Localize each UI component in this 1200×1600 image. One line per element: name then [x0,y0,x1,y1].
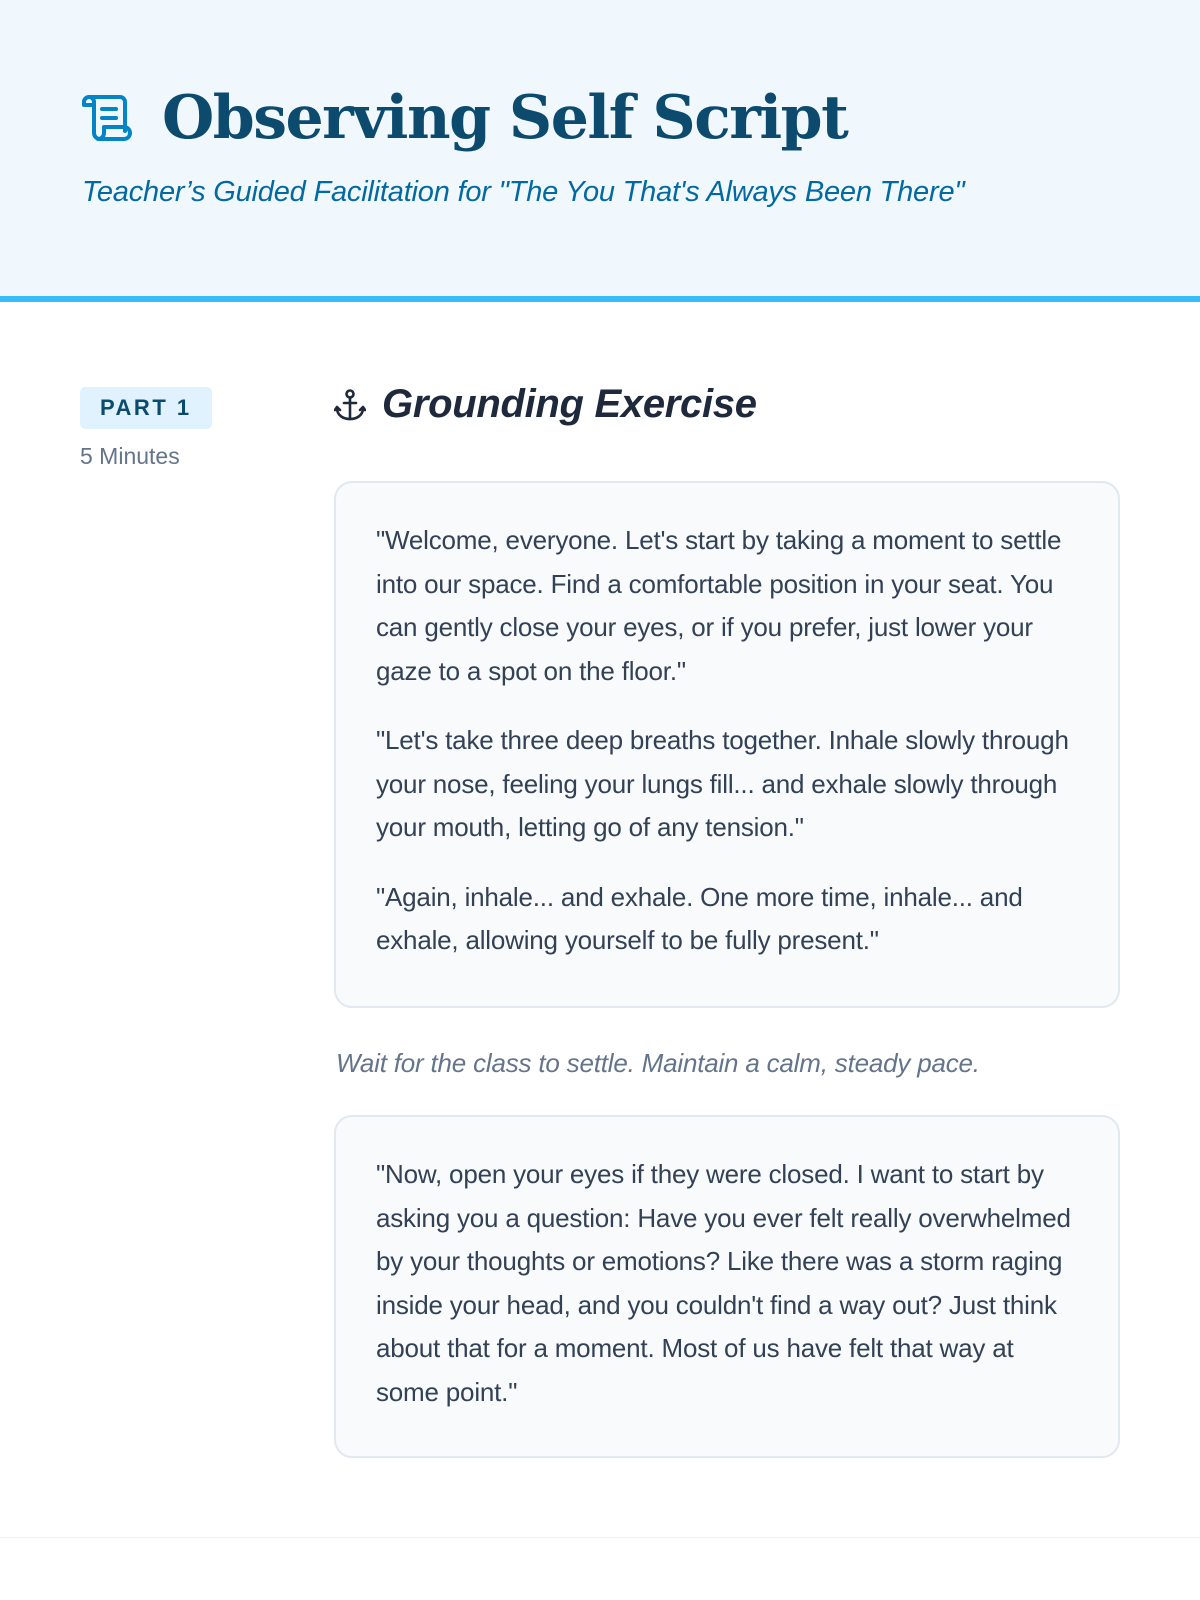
page-header [0,0,1200,302]
script-block-2 [334,1115,1120,1458]
anchor-icon [334,388,366,422]
facilitator-note: Wait for the class to settle. Maintain a calm, steady pace. [336,1048,980,1078]
scroll-icon [80,93,132,143]
title-row [80,78,847,158]
script-paragraph: "Now, open your eyes if they were closed. I want to start by asking you a question: Have you ever felt really overwhelmed by your thoughts or emotions? Like there was a storm raging inside your head, and you couldn't find a way out? Just think about that for a moment. Most of us have felt that way at some point." [376,1159,1071,1407]
section-heading [334,382,757,427]
script-paragraph: "Welcome, everyone. Let's start by taking a moment to settle into our space. Find a comfortable position in your seat. You can gently close your eyes, or if you prefer, just lower your gaze to a spot on the floor." [376,525,1062,686]
script-paragraph: "Let's take three deep breaths together. Inhale slowly through your nose, feeling your lungs fill... and exhale slowly through your mouth, letting go of any tension." [376,725,1069,842]
page-subtitle: Teacher’s Guided Facilitation for "The You That's Always Been There" [82,176,965,208]
script-block-1 [334,481,1120,1008]
part-badge: PART 1 [80,387,212,429]
page-title: Observing Self Script [162,83,848,153]
section-duration: 5 Minutes [80,443,180,469]
section-title: Grounding Exercise [382,382,757,426]
section-meta [80,387,212,470]
script-paragraph: "Again, inhale... and exhale. One more time, inhale... and exhale, allowing yourself to be fully present." [376,881,1023,955]
section-divider [0,1537,1200,1538]
